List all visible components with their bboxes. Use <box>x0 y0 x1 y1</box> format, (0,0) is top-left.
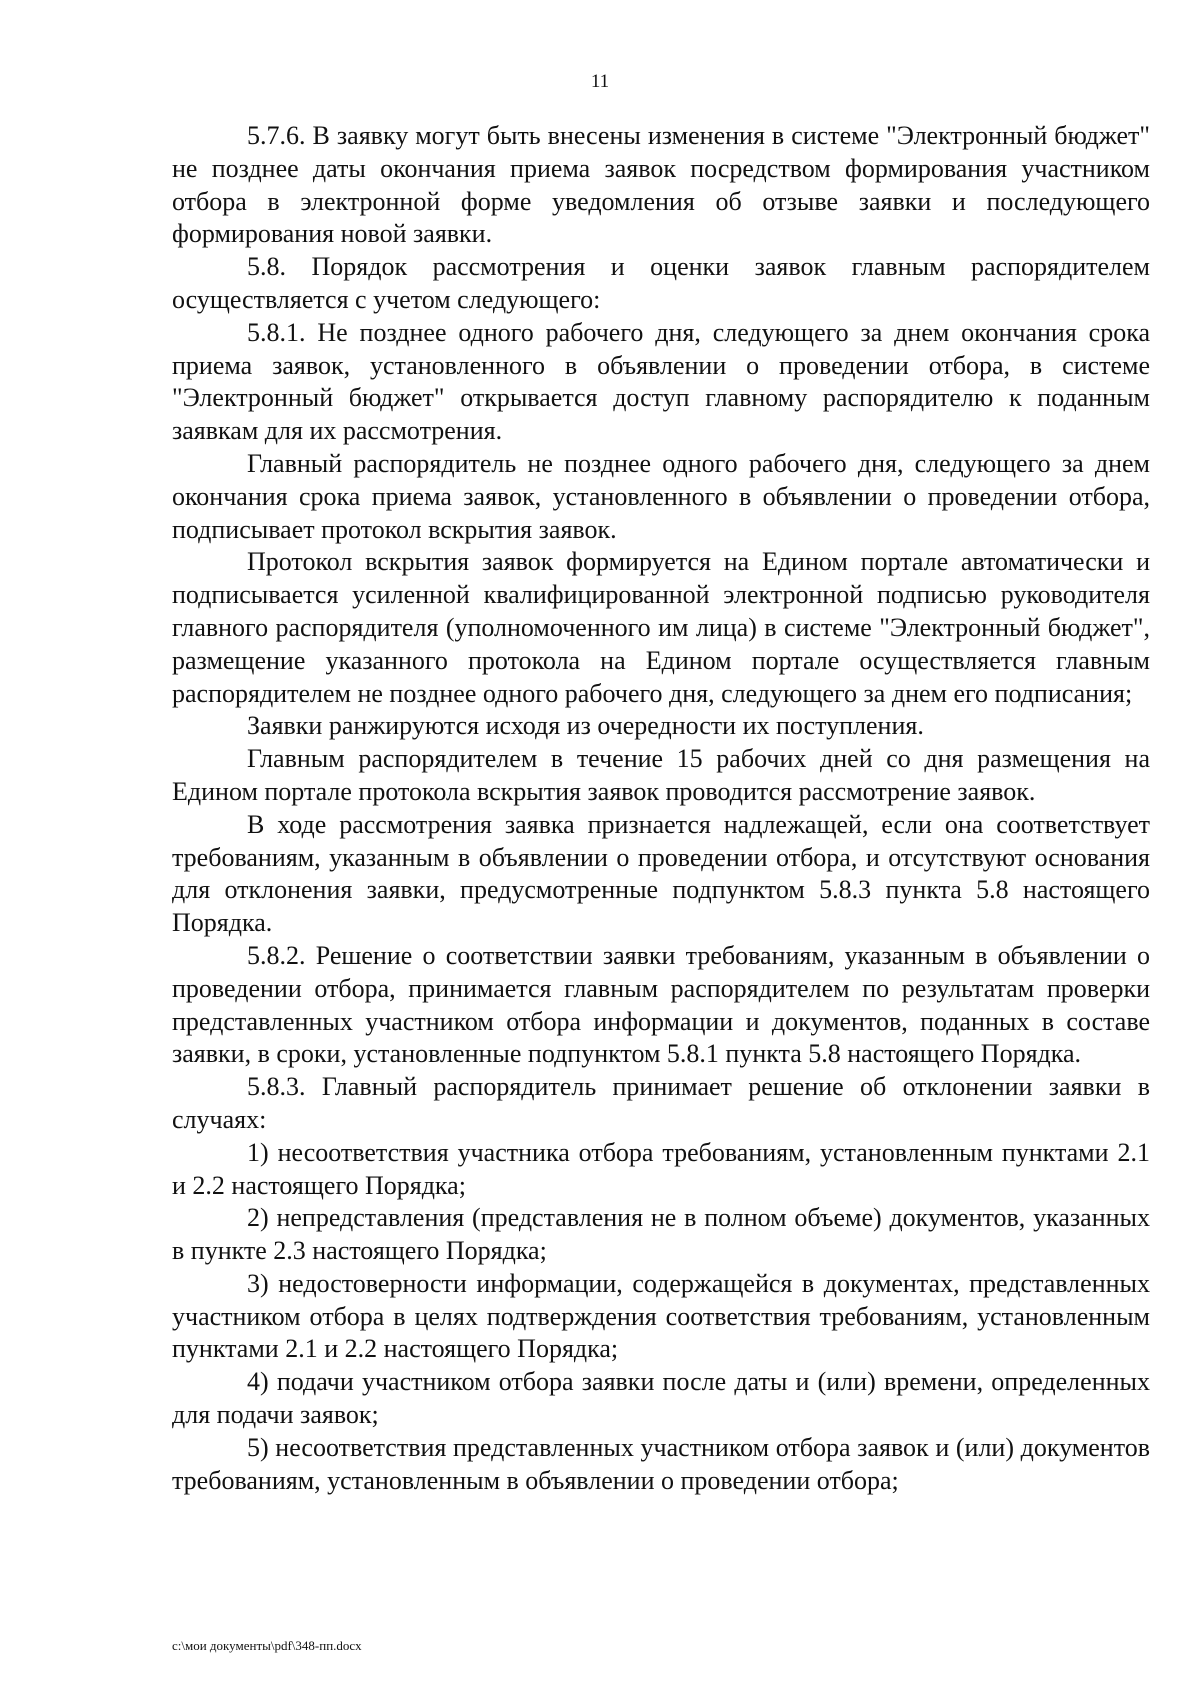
list-item-3: 3) недостоверности информации, содержащейся в документах, представленных участником отбора в целях подтверждения соответствия требованиям, установленным пунктами 2.1 и 2.2 настоящего Порядка; <box>172 1268 1150 1364</box>
paragraph-protocol: Протокол вскрытия заявок формируется на Едином портале автоматически и подписывается усиленной квалифицированной электронной подписью руководителя главного распорядителя (уполномоченного им лица) в системе "Электронный бюджет", размещение указанного протокола на Едином портале осуществляется главным распорядителем не позднее одного рабочего дня, следующего за днем его подписания; <box>172 547 1150 708</box>
paragraph-5-8: 5.8. Порядок рассмотрения и оценки заявок главным распорядителем осуществляется с учетом следующего: <box>172 252 1150 314</box>
paragraph-proper-application: В ходе рассмотрения заявка признается надлежащей, если она соответствует требованиям, указанным в объявлении о проведении отбора, и отсутствуют основания для отклонения заявки, предусмотренные подпунктом 5.8.3 пункта 5.8 настоящего Порядка. <box>172 809 1150 938</box>
paragraph-review-period: Главным распорядителем в течение 15 рабочих дней со дня размещения на Едином портале протокола вскрытия заявок проводится рассмотрение заявок. <box>172 744 1150 806</box>
page-number: 11 <box>590 71 610 92</box>
paragraph-5-7-6: 5.7.6. В заявку могут быть внесены изменения в системе "Электронный бюджет" не позднее даты окончания приема заявок посредством формирования участником отбора в электронной форме уведомления об отзыве заявки и последующего формирования новой заявки. <box>172 121 1150 249</box>
list-item-1: 1) несоответствия участника отбора требованиям, установленным пунктами 2.1 и 2.2 настоящего Порядка; <box>172 1137 1150 1200</box>
paragraph-5-8-2: 5.8.2. Решение о соответствии заявки требованиям, указанным в объявлении о проведении отбора, принимается главным распорядителем по результатам проверки представленных участником отбора информации и документов, поданных в составе заявки, в сроки, установленные подпунктом 5.8.1 пункта 5.8 настоящего Порядка. <box>172 940 1150 1069</box>
paragraph-5-8-3: 5.8.3. Главный распорядитель принимает решение об отклонении заявки в случаях: <box>172 1072 1150 1134</box>
list-item-4: 4) подачи участником отбора заявки после даты и (или) времени, определенных для подачи заявок; <box>172 1367 1150 1430</box>
list-item-5: 5) несоответствия представленных участником отбора заявок и (или) документов требованиям, установленным в объявлении о проведении отбора; <box>172 1432 1150 1495</box>
paragraph-5-8-1: 5.8.1. Не позднее одного рабочего дня, следующего за днем окончания срока приема заявок, установленного в объявлении о проведении отбора, в системе "Электронный бюджет" открывается доступ главному распорядителю к поданным заявкам для их рассмотрения. <box>172 317 1150 446</box>
paragraph-ranking: Заявки ранжируются исходя из очередности их поступления. <box>247 711 924 741</box>
document-body <box>172 120 1150 1497</box>
footer-file-path: c:\мои документы\pdf\348-пп.docx <box>172 1638 362 1653</box>
list-item-2: 2) непредставления (представления не в полном объеме) документов, указанных в пункте 2.3 настоящего Порядка; <box>172 1203 1150 1266</box>
paragraph-opening-deadline: Главный распорядитель не позднее одного рабочего дня, следующего за днем окончания срока приема заявок, установленного в объявлении о проведении отбора, подписывает протокол вскрытия заявок. <box>172 448 1150 544</box>
